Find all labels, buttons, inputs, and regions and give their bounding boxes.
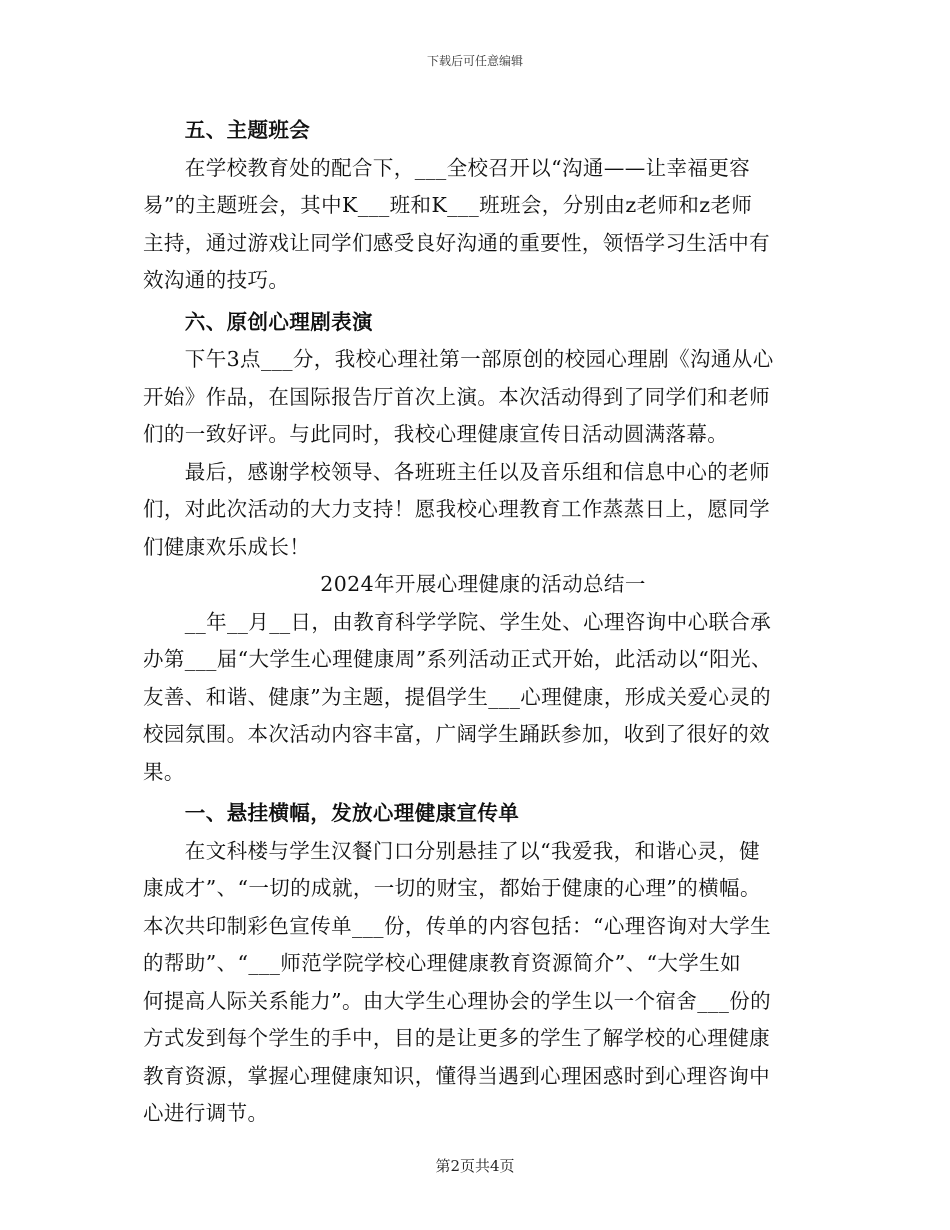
paragraph [143,833,823,1133]
text-line: 下午3点___分，我校心理社第一部原创的校园心理剧《沟通从心 [143,347,774,371]
document-body [143,108,823,1133]
page-header: 下载后可任意编辑 [426,54,523,68]
text-line: 在文科楼与学生汉餐门口分别悬挂了以“我爱我，和谐心灵，健 [143,838,760,863]
text-line: __年__月__日，由教育科学学院、学生处、心理咨询中心联合承 [143,609,772,634]
page-footer: 第2页共4页 [435,1157,515,1175]
section-heading [143,304,823,342]
text-line: 教育资源，掌握心理健康知识，懂得当遇到心理困惑时到心理咨询中 [143,1063,770,1088]
text-line: 一、悬挂横幅，发放心理健康宣传单 [143,801,520,825]
text-line: 心进行调节。 [143,1101,269,1125]
text-line: 本次共印制彩色宣传单___份，传单的内容包括：“心理咨询对大学生 [143,913,772,938]
text-line: 办第___届“大学生心理健康周”系列活动正式开始，此活动以“阳光、 [143,647,772,671]
text-line: 易”的主题班会，其中K___班和K___班班会，分别由z老师和z老师 [143,193,753,217]
text-line: 效沟通的技巧。 [143,268,290,292]
paragraph [143,341,823,454]
text-line: 何提高人际关系能力”。由大学生心理协会的学生以一个宿舍___份的 [143,988,772,1013]
text-line: 六、原创心理剧表演 [143,309,373,334]
text-line: 五、主题班会 [143,118,311,142]
text-line: 康成才”、“一切的成就，一切的财宝，都始于健康的心理”的横幅。 [143,876,761,900]
text-line: 方式发到每个学生的手中，目的是让更多的学生了解学校的心理健康 [143,1026,770,1050]
text-line: 主持，通过游戏让同学们感受良好沟通的重要性，领悟学习生活中有 [143,230,770,255]
section-heading [143,112,823,150]
text-line: 开始》作品，在国际报告厅首次上演。本次活动得到了同学们和老师 [143,384,770,409]
paragraph [143,454,823,567]
text-line: 校园氛围。本次活动内容丰富，广阔学生踊跃参加，收到了很好的效 [143,722,770,746]
text-line: 最后，感谢学校领导、各班班主任以及音乐组和信息中心的老师 [143,459,770,484]
paragraph [143,150,823,300]
paragraph [143,604,823,792]
text-line: 们的一致好评。与此同时，我校心理健康宣传日活动圆满落幕。 [143,422,729,446]
text-line: 在学校教育处的配合下，___全校召开以“沟通——让幸福更容 [143,155,751,180]
section-heading [143,795,823,833]
text-line: 们，对此次活动的大力支持！愿我校心理教育工作蒸蒸日上，愿同学 [143,497,770,521]
text-line: 的帮助”、“___师范学院学校心理健康教育资源简介”、“大学生如 [143,951,741,975]
text-line: 友善、和谐、健康”为主题，提倡学生___心理健康，形成关爱心灵的 [143,684,772,709]
text-line: 们健康欢乐成长！ [143,534,311,559]
text-line: 果。 [143,759,185,784]
document-title [143,566,823,604]
text-line: 2024年开展心理健康的活动总结一 [320,572,646,596]
